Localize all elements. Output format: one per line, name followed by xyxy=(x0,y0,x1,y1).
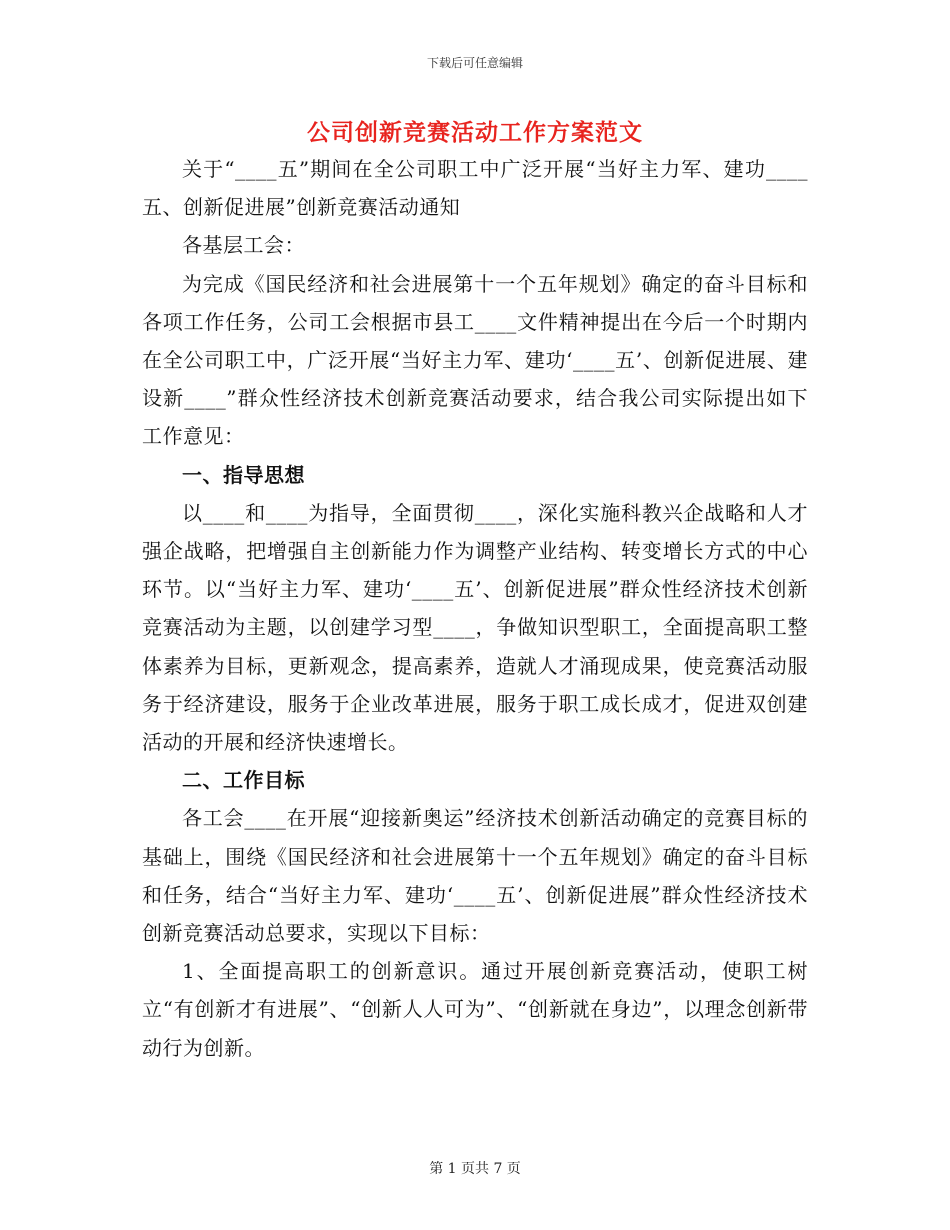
section-heading-guiding-ideology: 一、指导思想 xyxy=(182,462,305,487)
paragraph-notice-title: 关于“____五”期间在全公司职工中广泛开展“当好主力军、建功____五、创新促进展”创新竞赛活动通知 xyxy=(142,157,808,220)
page-number: 第 1 页共 7 页 xyxy=(429,1161,521,1177)
paragraph-addressee: 各基层工会： xyxy=(182,233,305,258)
page-header-note: 下载后可任意编辑 xyxy=(426,56,523,70)
document-body xyxy=(142,150,808,1067)
section-heading-work-goals: 二、工作目标 xyxy=(182,768,305,793)
paragraph-goal-1: 1、全面提高职工的创新意识。通过开展创新竞赛活动，使职工树立“有创新才有进展”、“创新人人可为”、“创新就在身边”，以理念创新带动行为创新。 xyxy=(142,959,808,1060)
paragraph-work-goals: 各工会____在开展“迎接新奥运”经济技术创新活动确定的竞赛目标的基础上，围绕《国民经济和社会进展第十一个五年规划》确定的奋斗目标和任务，结合“当好主力军、建功‘____五’、创新促进展”群众性经济技术创新竞赛活动总要求，实现以下目标： xyxy=(142,806,808,946)
paragraph-guiding-ideology: 以____和____为指导，全面贯彻____，深化实施科教兴企战略和人才强企战略，把增强自主创新能力作为调整产业结构、转变增长方式的中心环节。以“当好主力军、建功‘____五’、创新促进展”群众性经济技术创新竞赛活动为主题，以创建学习型____，争做知识型职工，全面提高职工整体素养为目标，更新观念，提高素养，造就人才涌现成果，使竞赛活动服务于经济建设，服务于企业改革进展，服务于职工成长成才，促进双创建活动的开展和经济快速增长。 xyxy=(142,500,808,755)
document-title: 公司创新竞赛活动工作方案范文 xyxy=(307,119,643,146)
paragraph-intro: 为完成《国民经济和社会进展第十一个五年规划》确定的奋斗目标和各项工作任务，公司工会根据市县工____文件精神提出在今后一个时期内在全公司职工中，广泛开展“当好主力军、建功‘____五’、创新促进展、建设新____”群众性经济技术创新竞赛活动要求，结合我公司实际提出如下工作意见： xyxy=(142,271,808,449)
